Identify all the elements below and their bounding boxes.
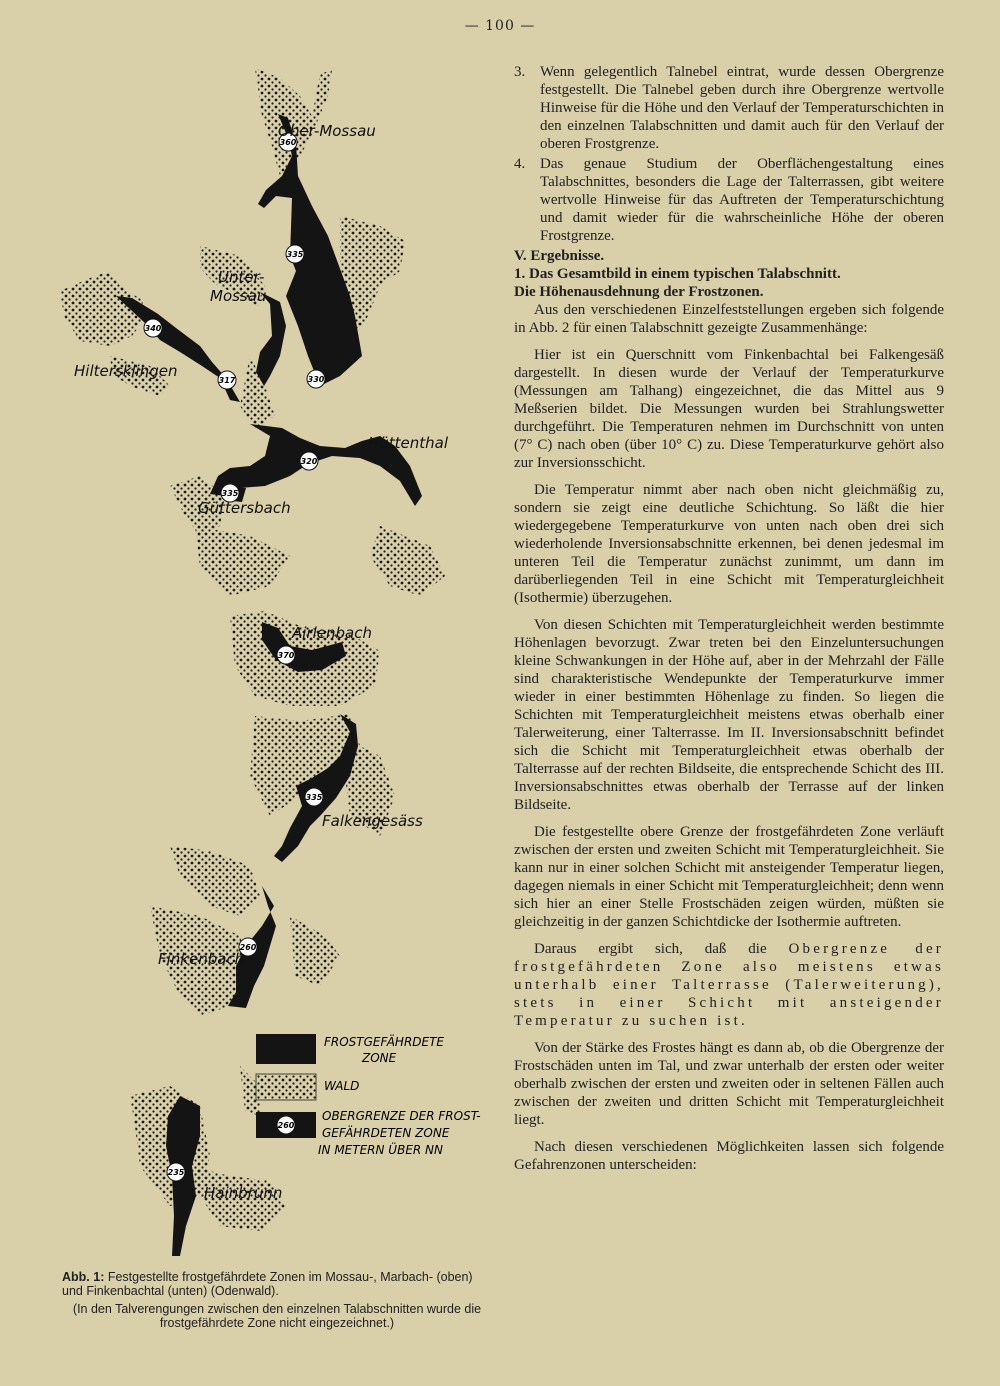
altitude-marker: [144, 319, 162, 337]
caption-label: Abb. 1:: [62, 1270, 105, 1284]
legend-limit-label-2: GEFÄHRDETEN ZONE: [322, 1126, 450, 1140]
altitude-marker: [218, 371, 236, 389]
label-airlenbach: Airlenbach: [292, 624, 372, 642]
label-falkengesaess: Falkengesäss: [322, 812, 423, 830]
svg-text:260: 260: [239, 943, 257, 952]
label-unter-mossau-2: Mossau: [210, 287, 267, 305]
legend-frost-swatch: [256, 1034, 316, 1064]
figure-caption: [62, 1270, 492, 1330]
altitude-marker: [307, 370, 325, 388]
forest-area: [290, 916, 340, 986]
caption-text: Festgestellte frostgefährdete Zonen im Mossau-, Marbach- (oben) und Finkenbachtal (unten) (Odenwald).: [62, 1270, 473, 1298]
valley-map-figure: [50, 56, 490, 1276]
frost-zone-unter-mossau: [256, 292, 286, 386]
section-heading: V. Ergebnisse.: [514, 248, 605, 264]
legend-forest-label: WALD: [324, 1079, 360, 1093]
paragraph: Die Temperatur nimmt aber nach oben nicht gleichmäßig zu, sondern sie zeigt eine deutliche Schichtung. So läßt die hier wiedergegebene Temperaturkurve von unten nach oben drei sich wiederholende Inversionsabschnitte erkennen, bei denen jedesmal im unteren Teil die Temperatur zunächst zunimmt, um dann im darüberliegenden Teil in eine Schicht mit Temperaturgleichheit (Isothermie) überzugehen.: [514, 482, 944, 606]
legend-limit-sample: 260: [277, 1121, 295, 1130]
svg-text:330: 330: [307, 375, 325, 384]
paragraph: Hier ist ein Querschnitt vom Finkenbachtal bei Falkengesäß dargestellt. In diesen wurde der Verlauf der Temperaturkurve (Messungen am Talhang) eingezeichnet, die das Mittel aus 9 Meßserien bildet. Die Messungen wurden bei Strahlungswetter durchgeführt. Die Temperaturen nehmen im Durchschnitt von unten (7° C) nach oben (über 10° C) zu. Diese Temperaturkurve gehört also zur Inversionsschicht.: [514, 347, 944, 471]
legend-frost-label-1: FROSTGEFÄHRDETE: [324, 1035, 445, 1049]
legend-frost-label-2: ZONE: [362, 1051, 397, 1065]
altitude-marker: [277, 646, 295, 664]
svg-text:370: 370: [277, 651, 295, 660]
paragraph: Von der Stärke des Frostes hängt es dann ab, ob die Obergrenze der Frostschäden unten im Tal, und zwar unterhalb der ersten oder weiter oberhalb zwischen der ersten und zweiten oder in seltenen Fällen auch zwischen der zweiten und dritten Schicht mit Temperaturgleichheit liegt.: [514, 1040, 944, 1128]
subsection-subheading: Die Höhenausdehnung der Frostzonen.: [514, 284, 764, 300]
paragraph-emphasis: [514, 940, 944, 1030]
paragraph: Nach diesen verschiedenen Möglichkeiten lassen sich folgende Gefahrenzonen unterscheiden:: [514, 1139, 944, 1173]
list-number: 4.: [514, 156, 526, 172]
map-legend: [256, 1034, 481, 1157]
list-item: [514, 63, 944, 153]
label-unter-mossau-1: Unter-: [218, 268, 265, 286]
svg-text:320: 320: [300, 457, 318, 466]
svg-text:317: 317: [218, 376, 236, 385]
svg-text:335: 335: [286, 250, 304, 259]
label-huettenthal: Hüttenthal: [368, 434, 449, 452]
text-column: [514, 63, 944, 1183]
label-guettersbach: Güttersbach: [198, 499, 291, 517]
list-text: Das genaue Studium der Oberflächengestaltung eines Talabschnittes, besonders die Lage der Talterrassen, gibt weitere wertvolle Hinweise für das Auftreten der Temperaturschichtung und damit wieder für die wahrscheinliche Höhe der oberen Frostgrenze.: [540, 156, 944, 244]
forest-area: [370, 526, 445, 596]
spaced-emphasis: Obergrenze der frostgefährdeten Zone also meistens etwas unterhalb einer Talterrasse (Talerweiterung), stets in einer Schicht mit ansteigender Temperatur zu suchen ist.: [514, 941, 944, 1029]
svg-text:360: 360: [279, 138, 297, 147]
legend-limit-label-3: IN METERN ÜBER NN: [318, 1143, 444, 1157]
subsection-heading: 1. Das Gesamtbild in einem typischen Talabschnitt.: [514, 266, 841, 282]
label-hainbrunn: Hainbrunn: [204, 1184, 283, 1202]
label-finkenbach: Finkenbach: [158, 950, 245, 968]
paragraph: Die festgestellte obere Grenze der frostgefährdeten Zone verläuft zwischen der ersten und zweiten Schicht mit Temperaturgleichheit. Sie kann nur in einer solchen Schicht mit ansteigender Temperatur liegen, dagegen niemals in einer Schicht mit Temperaturgleichheit; denn wenn sich hier an einer Stelle Frostschäden zeigen würden, müßten sie gleichzeitig in der ganzen Schichtdicke der Isothermie auftreten.: [514, 824, 944, 930]
list-item: [514, 155, 944, 245]
svg-text:335: 335: [305, 793, 323, 802]
label-ober-mossau: Ober-Mossau: [278, 122, 376, 140]
list-text: Wenn gelegentlich Talnebel eintrat, wurde dessen Obergrenze festgestellt. Die Talnebel geben durch ihre Obergrenze wertvolle Hinweise für die Höhe und den Verlauf der Temperaturschichten in den einzelnen Talabschnitten und damit auch für den Verlauf der oberen Frostgrenze.: [540, 64, 944, 152]
svg-text:335: 335: [221, 489, 239, 498]
page-number: — 100 —: [464, 18, 536, 34]
forest-area: [195, 526, 290, 596]
label-hiltersklingen: Hiltersklingen: [74, 362, 178, 380]
paragraph-lead: Daraus ergibt sich, daß die: [534, 941, 789, 957]
svg-text:340: 340: [144, 324, 162, 333]
frost-zone-map: [50, 56, 490, 1276]
legend-limit-label-1: OBERGRENZE DER FROST-: [322, 1109, 481, 1123]
caption-note: (In den Talverengungen zwischen den einzelnen Talabschnitten wurde die frostgefährdete Zone nicht eingezeichnet.): [72, 1302, 482, 1330]
paragraph: Aus den verschiedenen Einzelfeststellungen ergeben sich folgende in Abb. 2 für einen Talabschnitt gezeigte Zusammenhänge:: [514, 302, 944, 336]
altitude-marker: [300, 452, 318, 470]
altitude-marker: [286, 245, 304, 263]
forest-area: [170, 846, 260, 916]
svg-text:235: 235: [167, 1168, 185, 1177]
altitude-marker: [305, 788, 323, 806]
list-number: 3.: [514, 64, 526, 80]
paragraph: Von diesen Schichten mit Temperaturgleichheit werden bestimmte Höhenlagen bevorzugt. Zwar treten bei den Einzeluntersuchungen kleine Schwankungen in der Höhe auf, aber in der Mehrzahl der Fälle sind charakteristische Wendepunkte der Temperaturkurve immer wieder in einer bestimmten Höhenlage zu finden. So liegen die Schichten mit Temperaturgleichheit meistens etwas oberhalb einer Talerweiterung, einer Talterrasse. Im II. Inversionsabschnitt befindet sich die Schicht mit Temperaturgleichheit etwas oberhalb der Talterrasse auf der rechten Bildseite, die entsprechende Schicht des III. Inversionsabschnittes etwas oberhalb der Terrasse auf der linken Bildseite.: [514, 617, 944, 813]
altitude-marker: [167, 1163, 185, 1181]
legend-forest-swatch: [256, 1074, 316, 1100]
